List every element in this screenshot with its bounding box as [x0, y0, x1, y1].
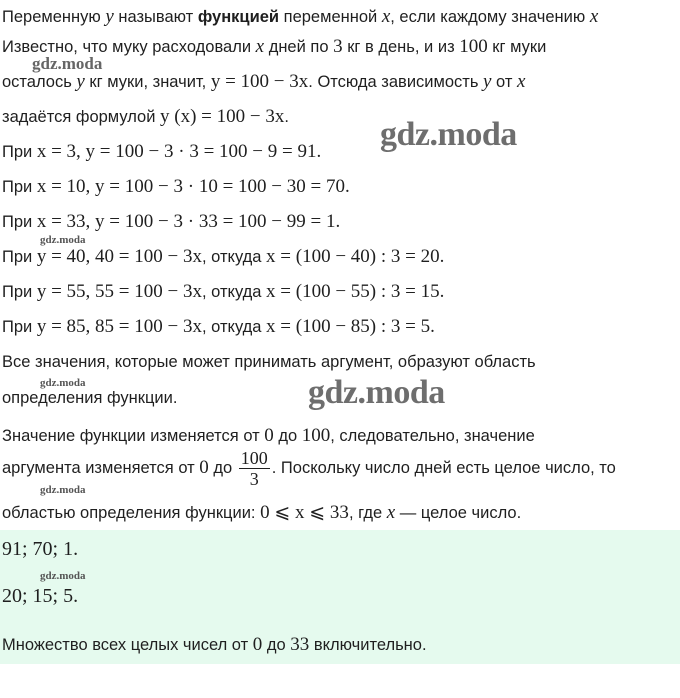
math-formula: x = (100 − 55) : 3 = 15.	[266, 281, 445, 302]
text: Переменную	[2, 8, 106, 26]
text: , если каждому значению	[390, 8, 590, 26]
text: аргумента изменяется от	[2, 458, 200, 477]
fraction-denominator: 3	[249, 469, 259, 489]
answer-2: 20; 15; 5.	[2, 585, 79, 607]
text: дней по	[264, 38, 334, 56]
math-num: 0	[252, 634, 263, 655]
math-formula: y = 55, 55 = 100 − 3x	[36, 281, 202, 302]
text: , следовательно, значение	[330, 427, 535, 445]
math-formula: x = (100 − 85) : 3 = 5.	[266, 316, 435, 337]
text: до	[262, 636, 291, 654]
math-formula: y (x) = 100 − 3x	[160, 106, 285, 127]
math-var: x	[255, 36, 265, 57]
watermark: gdz.moda	[40, 484, 86, 496]
calc-line-3	[2, 211, 340, 233]
text: переменной	[279, 8, 382, 26]
math-num: 0	[199, 456, 209, 478]
math-var: y	[76, 71, 85, 92]
math-formula: y = 40, 40 = 100 − 3x	[36, 246, 202, 267]
text: называют	[113, 8, 198, 26]
watermark: gdz.moda	[40, 570, 86, 582]
answer-3	[2, 634, 427, 656]
definition-line	[2, 6, 598, 28]
text: кг муки	[487, 38, 547, 56]
watermark: gdz.moda	[40, 234, 86, 246]
math-formula: y = 100 − 3x	[210, 71, 309, 92]
math-formula: x = 3, y = 100 − 3 · 3 = 100 − 9 = 91.	[36, 141, 322, 162]
math-formula: y = 85, 85 = 100 − 3x	[36, 316, 202, 337]
text: Множество всех целых чисел от	[2, 636, 253, 654]
term-function: функцией	[197, 8, 280, 26]
text: кг в день, и из	[342, 38, 460, 56]
text: При	[2, 213, 37, 231]
fraction	[239, 448, 270, 489]
text: от	[491, 73, 517, 91]
math-formula: x = 33, y = 100 − 3 · 33 = 100 − 99 = 1.	[36, 211, 341, 232]
text: Известно, что муку расходовали	[2, 38, 256, 56]
math-var: x	[589, 6, 599, 27]
calc-line-4	[2, 246, 444, 268]
text: до	[273, 427, 302, 445]
known-line-2	[2, 71, 525, 93]
math-formula: x = (100 − 40) : 3 = 20.	[266, 246, 445, 267]
math-num: 100	[301, 425, 331, 446]
watermark: gdz.moda	[380, 116, 517, 153]
range-line-2	[2, 448, 616, 489]
text: Значение функции изменяется от	[2, 427, 265, 445]
text: задаётся формулой	[2, 108, 160, 126]
calc-line-1	[2, 141, 321, 163]
range-line-3	[2, 501, 521, 524]
math-var: y	[483, 71, 492, 92]
math-num: 33	[290, 634, 310, 655]
text: включительно.	[309, 636, 427, 654]
watermark: gdz.moda	[32, 54, 103, 73]
math-num: 100	[459, 36, 488, 57]
text: При	[2, 143, 37, 161]
text: кг муки, значит,	[84, 73, 211, 91]
text: При	[2, 178, 37, 196]
answers-box	[0, 530, 680, 664]
text: осталось	[2, 73, 77, 91]
math-var: x	[517, 71, 526, 92]
domain-line-1: Все значения, которые может принимать аргумент, образуют область	[2, 353, 536, 371]
text: до	[208, 458, 237, 477]
watermark: gdz.moda	[308, 374, 445, 411]
fraction-numerator: 100	[240, 448, 268, 468]
text: , где	[348, 504, 387, 522]
math-formula: 0 ⩽ x ⩽ 33	[260, 502, 349, 523]
math-var: y	[105, 6, 114, 27]
calc-line-2	[2, 176, 350, 198]
formula-line	[2, 106, 289, 128]
math-var: x	[381, 6, 391, 27]
text: . Поскольку число дней есть целое число, то	[271, 458, 616, 477]
math-formula: x = 10, y = 100 − 3 · 10 = 100 − 30 = 70.	[36, 176, 350, 197]
text: При	[2, 248, 37, 266]
text: . Отсюда зависимость	[308, 73, 484, 91]
text: — целое число.	[395, 504, 522, 522]
domain-line-2: определения функции.	[2, 389, 178, 407]
math-num: 0	[264, 425, 274, 446]
text: областью определения функции:	[2, 504, 261, 522]
answer-1: 91; 70; 1.	[2, 538, 79, 560]
text: .	[284, 108, 289, 126]
text: При	[2, 283, 37, 301]
text: При	[2, 318, 37, 336]
math-var: x	[386, 502, 396, 523]
calc-line-5	[2, 281, 444, 303]
range-line-1	[2, 425, 535, 447]
text: , откуда	[202, 318, 267, 336]
text: , откуда	[202, 248, 267, 266]
calc-line-6	[2, 316, 435, 338]
math-num: 3	[333, 36, 343, 57]
watermark: gdz.moda	[40, 377, 86, 389]
text: , откуда	[202, 283, 267, 301]
